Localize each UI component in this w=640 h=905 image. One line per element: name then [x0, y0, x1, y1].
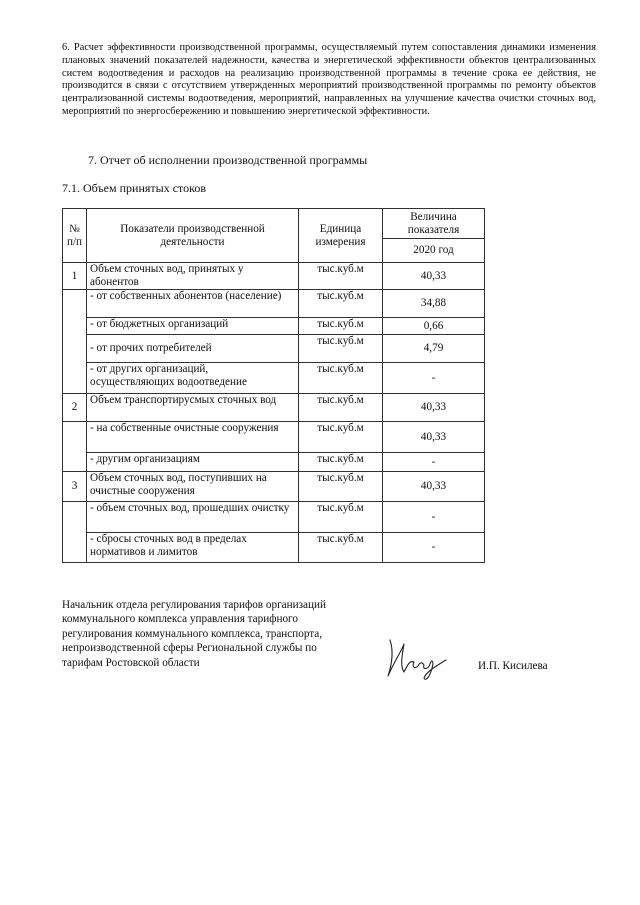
signer-name: И.П. Кисилева [478, 660, 548, 672]
position-line: Начальник отдела регулирования тарифов организаций [62, 599, 326, 611]
row-value: - [383, 533, 485, 563]
row-value: - [383, 502, 485, 533]
row-unit: тыс.куб.м [299, 335, 383, 363]
row-unit: тыс.куб.м [299, 363, 383, 394]
table-row [63, 422, 485, 453]
row-indicator: - от других организаций, осуществляющих водоотведение [87, 363, 299, 394]
table-row [63, 318, 485, 335]
row-unit: тыс.куб.м [299, 290, 383, 318]
row-value: 40,33 [383, 472, 485, 502]
table-row [63, 290, 485, 318]
table-row [63, 394, 485, 422]
signatory-position [62, 598, 326, 670]
row-indicator: - от собственных абонентов (население) [87, 290, 299, 318]
row-unit: тыс.куб.м [299, 453, 383, 472]
row-unit: тыс.куб.м [299, 394, 383, 422]
row-num [63, 290, 87, 394]
row-indicator: Объем сточных вод, принятых у абонентов [87, 263, 299, 290]
subsection-title: 7.1. Объем принятых стоков [62, 181, 206, 195]
header-unit: Единица измерения [299, 209, 383, 263]
row-value: 40,33 [383, 263, 485, 290]
row-indicator: Объем транспортирусмых сточных вод [87, 394, 299, 422]
position-line: тарифам Ростовской области [62, 656, 200, 669]
position-line: непроизводственной сферы Региональной службы по [62, 642, 317, 655]
row-num: 3 [63, 472, 87, 502]
table-row [63, 263, 485, 290]
row-num: 1 [63, 263, 87, 290]
position-line: коммунального комплекса управления тарифного [62, 613, 298, 626]
row-value: 0,66 [383, 318, 485, 335]
row-num: 2 [63, 394, 87, 422]
table-row [63, 502, 485, 533]
header-year: 2020 год [383, 239, 485, 263]
volume-table [62, 208, 485, 563]
row-value: 34,88 [383, 290, 485, 318]
row-value: 40,33 [383, 394, 485, 422]
table-row [63, 363, 485, 394]
row-unit: тыс.куб.м [299, 502, 383, 533]
table-row [63, 453, 485, 472]
row-value: 40,33 [383, 422, 485, 453]
row-indicator: - сбросы сточных вод в пределах нормативов и лимитов [87, 533, 299, 563]
header-value: Величина показателя [383, 209, 485, 239]
position-line: регулирования коммунального комплекса, транспорта, [62, 627, 323, 640]
row-indicator: - от прочих потребителей [87, 335, 299, 363]
header-indicator: Показатели производственной деятельности [87, 209, 299, 263]
paragraph-6: 6. Расчет эффективности производственной программы, осуществляемый путем сопоставления динамики изменения плановых значений показателей надежности, качества и энергетической эффективности объектов централизованных систем водоотведения и расходов на реализацию производственной программы в течение срока ее действия, не производится в связи с отсутствием утвержденных мероприятий производственной программы по ремонту объектов централизованной системы водоотведения, мероприятий, направленных на улучшение качества очистки сточных вод, мероприятий по энергосбережению и повышению энергетической эффективности. [62, 42, 596, 117]
table-row [63, 533, 485, 563]
handwritten-signature [380, 632, 450, 684]
row-unit: тыс.куб.м [299, 472, 383, 502]
row-num [63, 422, 87, 472]
table-row [63, 472, 485, 502]
header-num: № п/п [63, 209, 87, 263]
row-indicator: - от бюджетных организаций [87, 318, 299, 335]
row-value: - [383, 453, 485, 472]
row-num [63, 502, 87, 563]
row-indicator: - другим организациям [87, 453, 299, 472]
row-indicator: - на собственные очистные сооружения [87, 422, 299, 453]
table-row [63, 335, 485, 363]
row-indicator: Объем сточных вод, поступивших на очистные сооружения [87, 472, 299, 502]
section-title: 7. Отчет об исполнении производственной программы [88, 153, 368, 167]
row-unit: тыс.куб.м [299, 533, 383, 563]
row-value: - [383, 363, 485, 394]
row-indicator: - объем сточных вод, прошедших очистку [87, 502, 299, 533]
row-unit: тыс.куб.м [299, 318, 383, 335]
row-unit: тыс.куб.м [299, 422, 383, 453]
row-value: 4,79 [383, 335, 485, 363]
row-unit: тыс.куб.м [299, 263, 383, 290]
